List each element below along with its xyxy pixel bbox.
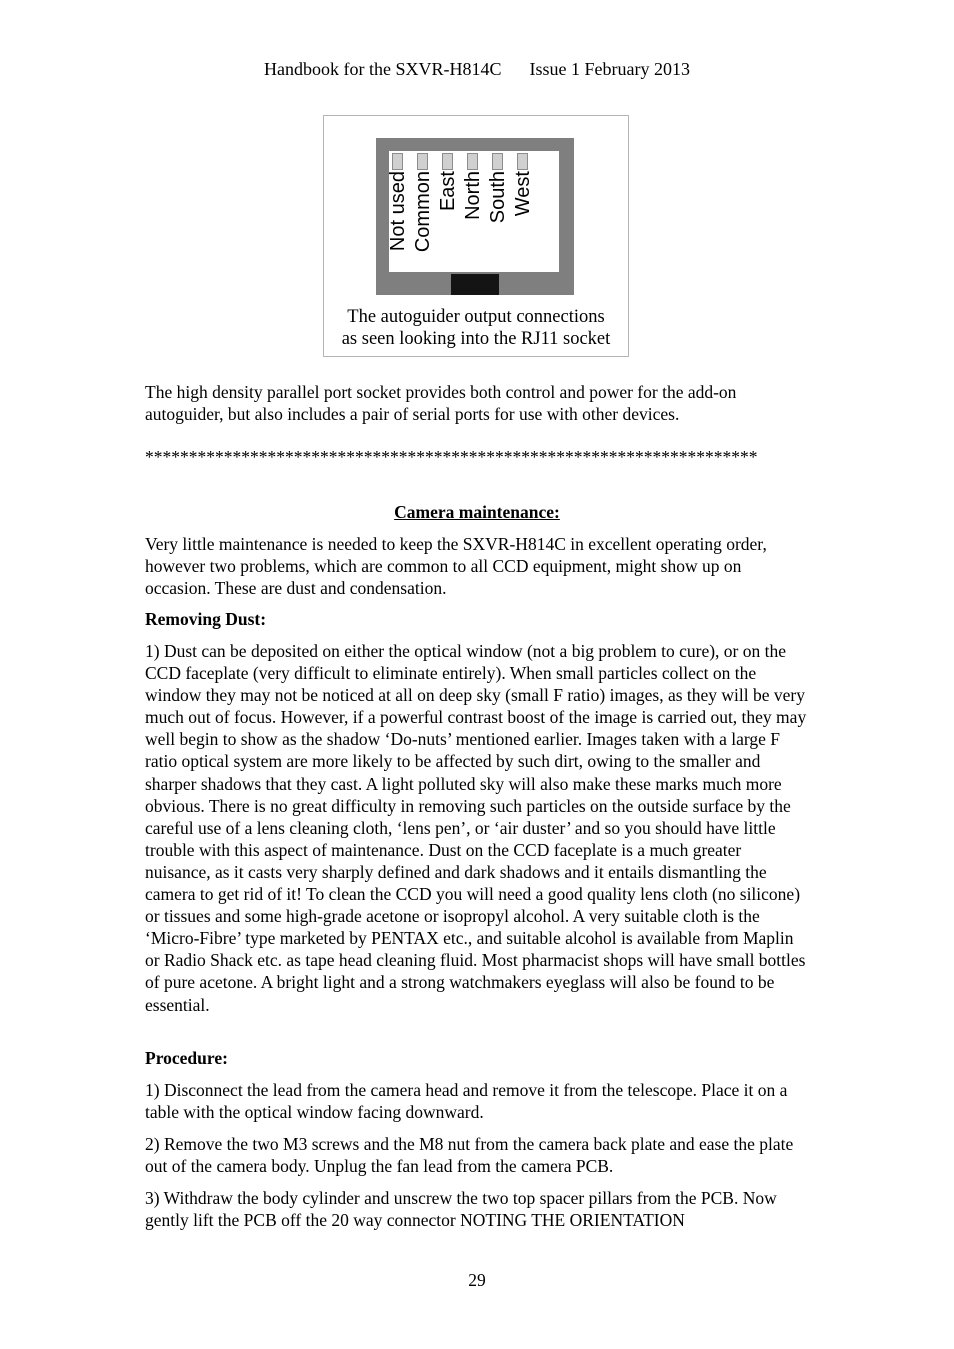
intro-paragraph: The high density parallel port socket provides both control and power for the add-on autoguider, but also includes a pair of serial ports for use with other devices. [145, 382, 737, 425]
removing-dust-paragraph: 1) Dust can be deposited on either the optical window (not a big problem to cure), or on the CCD faceplate (very difficult to eliminate entirely). When small particles collect on the window they may not be noticed at all on deep sky (small F ratio) images, as they will be very much out of focus. However, if a powerful contrast boost of the image is carried out, they may well begin to show as the shadow ‘Do-nuts’ mentioned earlier. Images taken with a large F ratio optical system are more likely to be affected by such dirt, owing to the smaller and sharper shadows that they cast. A light polluted sky will also make these marks much more obvious. There is no great difficulty in removing such particles on the outside surface by the careful use of a lens cleaning cloth, ‘lens pen’, or ‘air duster’ and so you should have little trouble with this aspect of maintenance. Dust on the CCD faceplate is a much greater nuisance, as it casts very sharply defined and dark shadows and it entails dismantling the camera to get rid of it! To clean the CCD you will need a good quality lens cloth (no silicone) or tissues and some high-grade acetone or isopropyl alcohol. A very suitable cloth is the ‘Micro-Fibre’ type marketed by PENTAX etc., and suitable alcohol is available from Maplin or Radio Shack etc. as tape head cleaning fluid. Most pharmacist shops will have small bottles of pure acetone. A bright light and a strong watchmakers eyeglass will also be found to be essential. [145, 641, 807, 1015]
caption-line-1: The autoguider output connections [347, 307, 605, 327]
pin-label-not-used: Not used [387, 171, 409, 252]
header-issue: Issue 1 February 2013 [529, 59, 690, 79]
caption-line-2: as seen looking into the RJ11 socket [341, 329, 611, 349]
rj11-socket-figure [323, 115, 629, 357]
procedure-heading: Procedure: [145, 1048, 228, 1068]
rj11-socket-diagram [376, 138, 574, 295]
procedure-step-2: 2) Remove the two M3 screws and the M8 nut from the camera back plate and ease the plate out of the camera body. Unplug the fan lead from the camera PCB. [145, 1134, 794, 1177]
pin-label-west: West [512, 171, 534, 217]
page-number: 29 [468, 1270, 486, 1290]
intro-paragraph-block [145, 381, 811, 425]
pin-label-north: North [462, 171, 484, 220]
pin-label-south: South [487, 171, 509, 224]
pin-label-east: East [437, 171, 459, 212]
pin-4 [467, 153, 478, 170]
pin-2 [417, 153, 428, 170]
procedure-step-3: 3) Withdraw the body cylinder and unscrew the two top spacer pillars from the PCB. Now gently lift the PCB off the 20 way connector NOTING THE ORIENTATION [145, 1188, 777, 1231]
pin-label-common: Common [412, 171, 434, 253]
figure-caption [324, 306, 628, 350]
header-title: Handbook for the SXVR-H814C [264, 59, 502, 79]
socket-latch-tab [451, 274, 499, 295]
maintenance-intro: Very little maintenance is needed to keep the SXVR-H814C in excellent operating order, however two problems, which are common to all CCD equipment, might show up on occasion. These are dust and condensation. [145, 534, 767, 599]
pin-6 [517, 153, 528, 170]
procedure-step-1-block [145, 1079, 811, 1123]
pin-5 [492, 153, 503, 170]
maintenance-intro-block [145, 533, 811, 599]
removing-dust-heading: Removing Dust: [145, 609, 267, 629]
pin-3 [442, 153, 453, 170]
section-title: Camera maintenance: [394, 502, 560, 522]
pin-1 [392, 153, 403, 170]
page-header [0, 58, 954, 80]
procedure-step-3-block [145, 1187, 811, 1231]
separator-line: ********************************************************************** [145, 447, 758, 467]
procedure-step-2-block [145, 1133, 811, 1177]
procedure-step-1: 1) Disconnect the lead from the camera head and remove it from the telescope. Place it on a table with the optical window facing downward. [145, 1080, 788, 1123]
removing-dust-block [145, 640, 811, 1016]
socket-opening [389, 151, 559, 272]
